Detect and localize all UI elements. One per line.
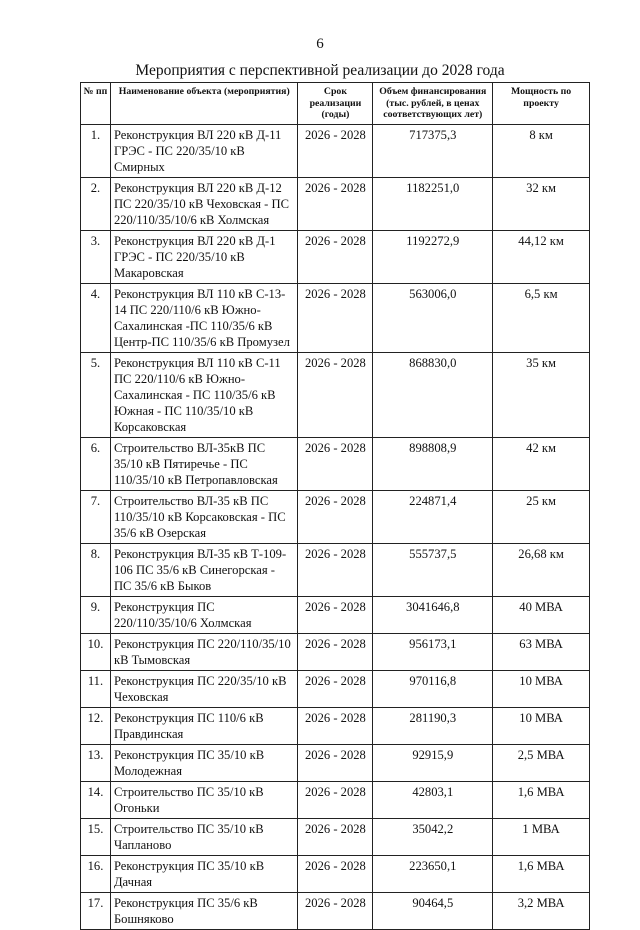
row-object-name: Реконструкция ПС 220/35/10 кВ Чеховская [110,670,298,707]
row-financing: 35042,2 [373,818,493,855]
row-financing: 898808,9 [373,437,493,490]
row-object-name: Реконструкция ВЛ-35 кВ Т-109-106 ПС 35/6 кВ Синегорская - ПС 35/6 кВ Быков [110,543,298,596]
row-object-name: Реконструкция ПС 35/10 кВ Дачная [110,855,298,892]
row-object-name: Строительство ПС 35/10 кВ Чапланово [110,818,298,855]
row-number: 8. [81,543,111,596]
row-financing: 281190,3 [373,707,493,744]
table-row [81,781,590,818]
table-row [81,892,590,929]
row-number: 4. [81,283,111,352]
header-power: Мощность по проекту [493,83,590,125]
row-object-name: Реконструкция ПС 220/110/35/10/6 Холмская [110,596,298,633]
row-financing: 92915,9 [373,744,493,781]
row-term: 2026 - 2028 [298,596,373,633]
row-term: 2026 - 2028 [298,177,373,230]
table-header-row [81,83,590,125]
row-number: 9. [81,596,111,633]
row-term: 2026 - 2028 [298,283,373,352]
row-power: 63 МВА [493,633,590,670]
row-financing: 3041646,8 [373,596,493,633]
page-title: Мероприятия с перспективной реализации до 2028 года [135,62,505,79]
row-power: 35 км [493,352,590,437]
row-power: 44,12 км [493,230,590,283]
row-number: 16. [81,855,111,892]
row-object-name: Реконструкция ВЛ 220 кВ Д-1 ГРЭС - ПС 220/35/10 кВ Макаровская [110,230,298,283]
row-object-name: Строительство ВЛ-35кВ ПС 35/10 кВ Пятиречье - ПС 110/35/10 кВ Петропавловская [110,437,298,490]
row-object-name: Реконструкция ВЛ 110 кВ С-13-14 ПС 220/110/6 кВ Южно-Сахалинская -ПС 110/35/6 кВ Центр-ПС 110/35/6 кВ Промузел [110,283,298,352]
row-financing: 1192272,9 [373,230,493,283]
row-number: 5. [81,352,111,437]
row-object-name: Реконструкция ПС 110/6 кВ Правдинская [110,707,298,744]
header-num: № пп [81,83,111,125]
row-term: 2026 - 2028 [298,707,373,744]
row-power: 25 км [493,490,590,543]
row-object-name: Строительство ПС 35/10 кВ Огоньки [110,781,298,818]
row-term: 2026 - 2028 [298,352,373,437]
row-power: 2,5 МВА [493,744,590,781]
table-row [81,633,590,670]
row-object-name: Реконструкция ВЛ 220 кВ Д-11 ГРЭС - ПС 220/35/10 кВ Смирных [110,124,298,177]
table-row [81,437,590,490]
header-name: Наименование объекта (мероприятия) [110,83,298,125]
row-power: 26,68 км [493,543,590,596]
row-term: 2026 - 2028 [298,124,373,177]
row-number: 17. [81,892,111,929]
row-term: 2026 - 2028 [298,633,373,670]
row-power: 3,2 МВА [493,892,590,929]
row-term: 2026 - 2028 [298,855,373,892]
table-row [81,352,590,437]
row-financing: 224871,4 [373,490,493,543]
row-power: 1,6 МВА [493,781,590,818]
row-power: 32 км [493,177,590,230]
row-term: 2026 - 2028 [298,437,373,490]
page-number: 6 [316,36,324,52]
row-object-name: Реконструкция ПС 35/6 кВ Бошняково [110,892,298,929]
row-financing: 563006,0 [373,283,493,352]
header-financing: Объем финансирования (тыс. рублей, в ценах соответствующих лет) [373,83,493,125]
row-number: 11. [81,670,111,707]
row-financing: 555737,5 [373,543,493,596]
table-row [81,744,590,781]
row-power: 6,5 км [493,283,590,352]
row-object-name: Реконструкция ПС 220/110/35/10 кВ Тымовская [110,633,298,670]
table-row [81,670,590,707]
row-number: 14. [81,781,111,818]
table-row [81,490,590,543]
header-term: Срок реализации (годы) [298,83,373,125]
table-row [81,230,590,283]
row-object-name: Реконструкция ВЛ 220 кВ Д-12 ПС 220/35/10 кВ Чеховская - ПС 220/110/35/10/6 кВ Холмская [110,177,298,230]
table-row [81,707,590,744]
row-power: 8 км [493,124,590,177]
row-financing: 223650,1 [373,855,493,892]
row-number: 7. [81,490,111,543]
row-power: 1 МВА [493,818,590,855]
table-row [81,818,590,855]
row-number: 13. [81,744,111,781]
row-financing: 42803,1 [373,781,493,818]
row-term: 2026 - 2028 [298,230,373,283]
row-term: 2026 - 2028 [298,543,373,596]
row-term: 2026 - 2028 [298,781,373,818]
row-financing: 956173,1 [373,633,493,670]
row-power: 42 км [493,437,590,490]
row-financing: 717375,3 [373,124,493,177]
row-number: 12. [81,707,111,744]
projects-table [80,82,590,930]
row-power: 10 МВА [493,707,590,744]
row-financing: 90464,5 [373,892,493,929]
row-number: 3. [81,230,111,283]
row-term: 2026 - 2028 [298,818,373,855]
row-number: 6. [81,437,111,490]
row-term: 2026 - 2028 [298,670,373,707]
table-row [81,596,590,633]
table-row [81,283,590,352]
row-number: 2. [81,177,111,230]
row-power: 1,6 МВА [493,855,590,892]
row-number: 1. [81,124,111,177]
row-object-name: Строительство ВЛ-35 кВ ПС 110/35/10 кВ Корсаковская - ПС 35/6 кВ Озерская [110,490,298,543]
row-financing: 970116,8 [373,670,493,707]
table-row [81,543,590,596]
row-term: 2026 - 2028 [298,744,373,781]
row-number: 15. [81,818,111,855]
row-power: 40 МВА [493,596,590,633]
row-financing: 1182251,0 [373,177,493,230]
row-financing: 868830,0 [373,352,493,437]
row-term: 2026 - 2028 [298,892,373,929]
row-object-name: Реконструкция ПС 35/10 кВ Молодежная [110,744,298,781]
table-row [81,177,590,230]
row-number: 10. [81,633,111,670]
row-object-name: Реконструкция ВЛ 110 кВ С-11 ПС 220/110/6 кВ Южно-Сахалинская - ПС 110/35/6 кВ Южная - ПС 110/35/10 кВ Корсаковская [110,352,298,437]
table-row [81,855,590,892]
table-row [81,124,590,177]
row-power: 10 МВА [493,670,590,707]
row-term: 2026 - 2028 [298,490,373,543]
